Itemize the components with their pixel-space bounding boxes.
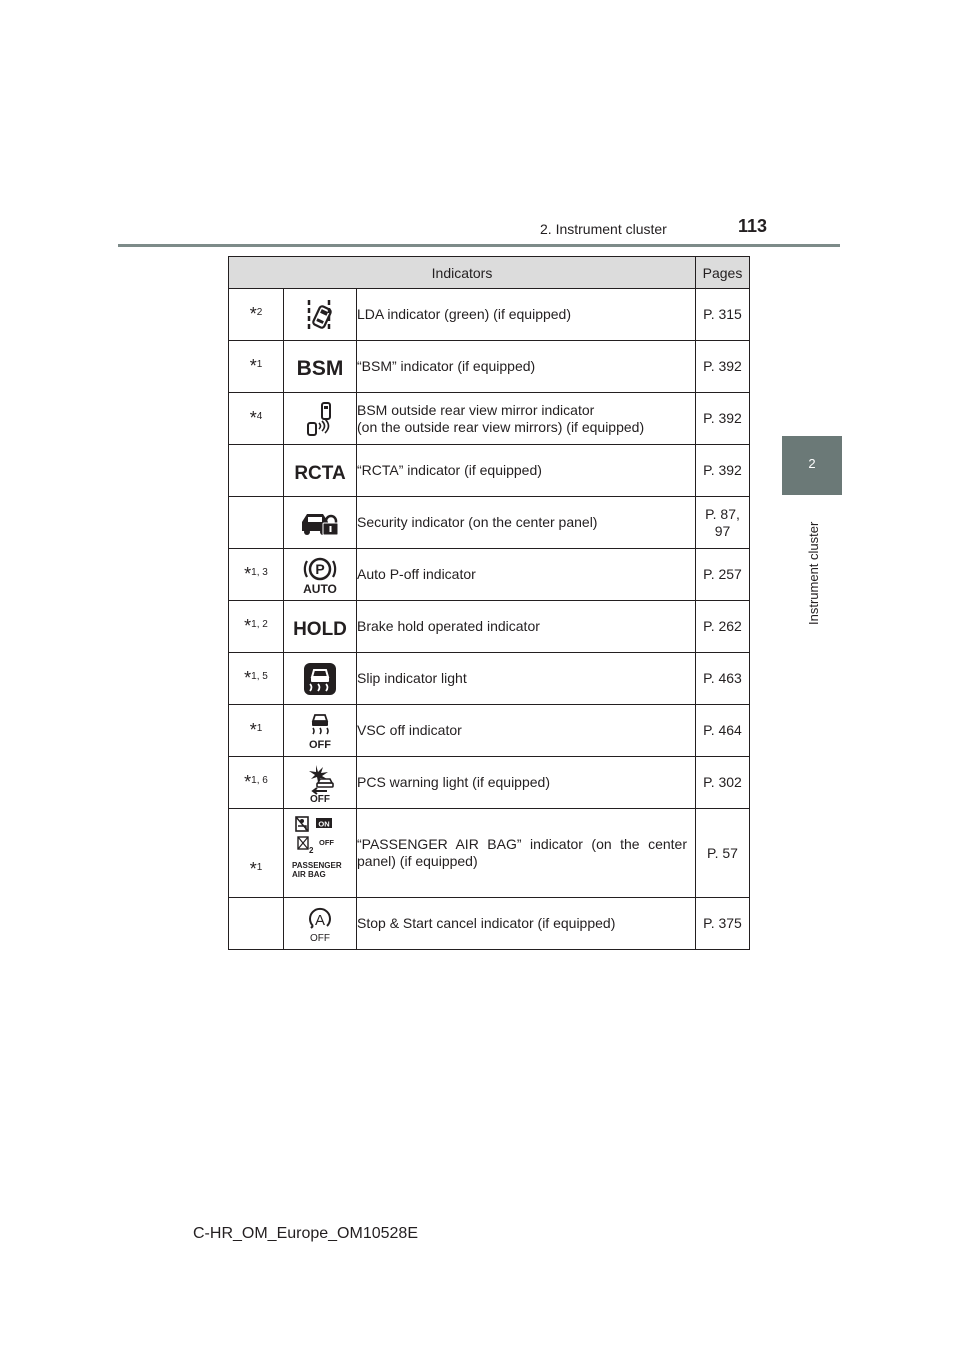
table-row <box>229 341 750 393</box>
table-row <box>229 601 750 653</box>
security-car-lock-icon <box>284 497 357 549</box>
asterisk: * <box>244 563 252 584</box>
row-description: BSM outside rear view mirror indicator (on the outside rear view mirrors) (if equipped) <box>357 393 696 445</box>
airbag-off-text: OFF <box>319 838 334 847</box>
vsc-icon-text: OFF <box>309 738 331 750</box>
row-description: LDA indicator (green) (if equipped) <box>357 289 696 341</box>
table-row <box>229 705 750 757</box>
row-description: VSC off indicator <box>357 705 696 757</box>
row-page: P. 392 <box>696 445 750 497</box>
row-page: P. 392 <box>696 341 750 393</box>
row-description: Slip indicator light <box>357 653 696 705</box>
hold-text-icon <box>284 601 357 653</box>
table-row <box>229 393 750 445</box>
slip-indicator-icon <box>284 653 357 705</box>
airbag-on-text: ON <box>318 819 330 829</box>
footnote-cell <box>229 757 284 809</box>
chapter-label-wrap <box>804 505 824 625</box>
footnote-cell <box>229 809 284 898</box>
chapter-number: 2 <box>808 456 816 471</box>
asterisk: * <box>244 771 252 792</box>
indicators-table <box>228 256 750 950</box>
row-page: P. 392 <box>696 393 750 445</box>
row-page: P. 57 <box>696 809 750 898</box>
row-description: Auto P-off indicator <box>357 549 696 601</box>
table-row <box>229 497 750 549</box>
pcs-icon-text: OFF <box>310 793 330 803</box>
passenger-airbag-icon <box>284 809 357 898</box>
row-page: P. 463 <box>696 653 750 705</box>
footnote-ref: 2 <box>256 306 263 318</box>
asterisk: * <box>249 355 257 376</box>
stop-start-cancel-icon <box>284 898 357 950</box>
svg-text:2: 2 <box>309 846 314 855</box>
header-pages: Pages <box>696 257 750 289</box>
bsm-text-icon <box>284 341 357 393</box>
row-page: P. 375 <box>696 898 750 950</box>
asterisk: * <box>244 667 252 688</box>
page-number: 113 <box>738 216 768 236</box>
bsm-icon-text: BSM <box>296 356 344 380</box>
row-page: P. 257 <box>696 549 750 601</box>
footnote-ref: 1 <box>256 358 263 370</box>
pcs-warning-icon <box>284 757 357 809</box>
row-page: P. 87, 97 <box>696 497 750 549</box>
footnote-cell <box>229 445 284 497</box>
footnote-ref: 1, 5 <box>251 670 268 682</box>
vsc-off-icon <box>284 705 357 757</box>
svg-text:P: P <box>315 560 325 577</box>
row-description: PCS warning light (if equipped) <box>357 757 696 809</box>
header-divider <box>118 244 840 247</box>
hold-icon-text: HOLD <box>293 618 347 640</box>
footnote-ref: 1 <box>256 722 263 734</box>
bsm-mirror-icon <box>284 393 357 445</box>
document-id: C-HR_OM_Europe_OM10528E <box>193 1225 418 1242</box>
auto-icon-text: AUTO <box>303 581 337 595</box>
footnote-cell <box>229 289 284 341</box>
header-indicators: Indicators <box>229 257 696 289</box>
footnote-cell <box>229 341 284 393</box>
asterisk: * <box>249 303 257 324</box>
footnote-cell <box>229 705 284 757</box>
rcta-text-icon <box>284 445 357 497</box>
table-row <box>229 809 750 898</box>
footnote-cell <box>229 653 284 705</box>
row-description: “RCTA” indicator (if equipped) <box>357 445 696 497</box>
footnote-cell <box>229 393 284 445</box>
lda-indicator-icon <box>284 289 357 341</box>
section-title: 2. Instrument cluster <box>540 221 667 237</box>
footnote-ref: 4 <box>256 410 263 422</box>
footnote-ref: 1, 2 <box>251 618 268 630</box>
asterisk: * <box>249 859 257 879</box>
rcta-icon-text: RCTA <box>294 462 346 484</box>
row-page: P. 262 <box>696 601 750 653</box>
chapter-label: Instrument cluster <box>806 521 821 625</box>
footnote-ref: 1 <box>256 862 263 873</box>
table-row <box>229 653 750 705</box>
asterisk: * <box>249 719 257 740</box>
table-row <box>229 445 750 497</box>
row-description: Brake hold operated indicator <box>357 601 696 653</box>
row-page: P. 315 <box>696 289 750 341</box>
row-page: P. 464 <box>696 705 750 757</box>
row-description: “PASSENGER AIR BAG” indicator (on the center panel) (if equipped) <box>357 809 696 898</box>
row-description: Stop & Start cancel indicator (if equipped) <box>357 898 696 950</box>
chapter-tab <box>782 436 842 495</box>
table-row <box>229 898 750 950</box>
row-page: P. 302 <box>696 757 750 809</box>
footnote-ref: 1, 6 <box>251 774 268 786</box>
row-description: “BSM” indicator (if equipped) <box>357 341 696 393</box>
stop-start-icon-text: OFF <box>310 932 330 944</box>
asterisk: * <box>244 615 252 636</box>
table-row <box>229 549 750 601</box>
svg-text:A: A <box>314 911 326 929</box>
table-row <box>229 289 750 341</box>
table-row <box>229 757 750 809</box>
asterisk: * <box>249 407 257 428</box>
footnote-cell <box>229 898 284 950</box>
auto-p-off-icon <box>284 549 357 601</box>
airbag-label-text: PASSENGER AIR BAG <box>292 861 342 879</box>
table-header-row <box>229 257 750 289</box>
footnote-cell <box>229 549 284 601</box>
row-description: Security indicator (on the center panel) <box>357 497 696 549</box>
footnote-cell <box>229 601 284 653</box>
footnote-ref: 1, 3 <box>251 566 268 578</box>
footnote-cell <box>229 497 284 549</box>
